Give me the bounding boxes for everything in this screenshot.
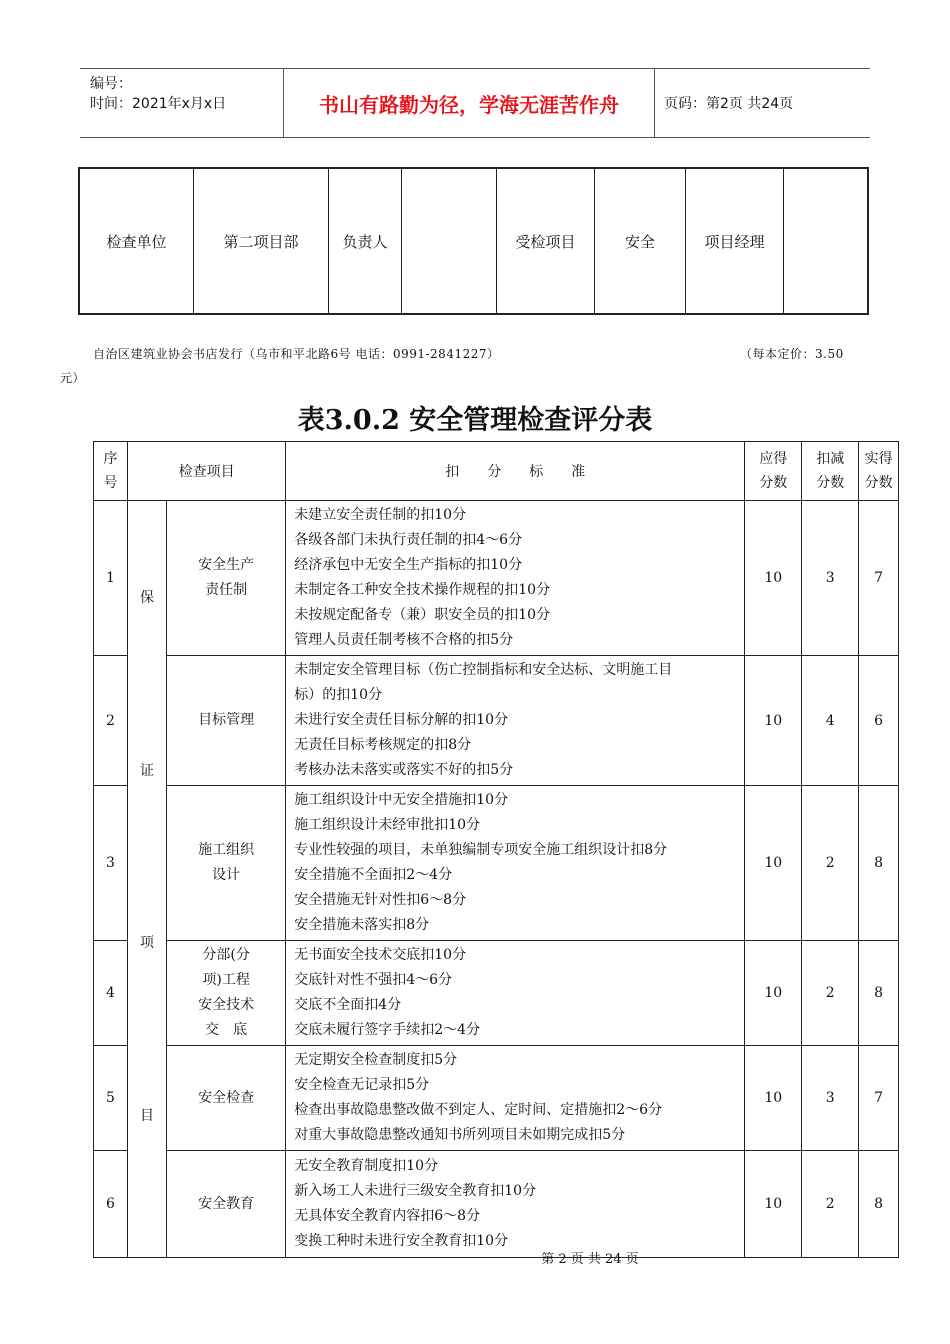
row-actual: 7 (859, 501, 899, 656)
header-actual: 实得 分数 (859, 442, 899, 501)
row-deduct: 2 (802, 1151, 859, 1258)
item-line: 目标管理 (198, 712, 255, 728)
row-actual: 6 (859, 656, 899, 786)
category-char: 目 (140, 1107, 154, 1124)
row-deduct: 2 (802, 941, 859, 1046)
row-standards (286, 501, 745, 656)
price-unit: 元） (60, 371, 86, 385)
row-deduct: 2 (802, 786, 859, 941)
row-due: 10 (745, 1046, 802, 1151)
header-standard: 扣 分 标 准 (286, 442, 745, 501)
item-line: 安全生产 (198, 557, 255, 573)
row-item (167, 656, 286, 786)
standard-line: 无安全教育制度扣10分 (294, 1158, 439, 1174)
row-due: 10 (745, 941, 802, 1046)
row-due: 10 (745, 501, 802, 656)
row-item (167, 1151, 286, 1258)
item-line: 分部(分 (202, 947, 250, 963)
info-cell (784, 168, 869, 314)
standard-line: 标）的扣10分 (294, 687, 383, 703)
row-standards (286, 1151, 745, 1258)
standard-line: 经济承包中无安全生产指标的扣10分 (294, 557, 523, 573)
item-line: 责任制 (205, 582, 248, 598)
standard-line: 施工组织设计未经审批扣10分 (294, 817, 481, 833)
table-row (94, 786, 899, 941)
item-line: 施工组织 (198, 842, 255, 858)
item-line: 项)工程 (202, 972, 250, 988)
item-line: 安全教育 (198, 1195, 255, 1212)
row-deduct: 3 (802, 501, 859, 656)
row-seq: 4 (94, 941, 128, 1046)
standard-line: 安全措施无针对性扣6～8分 (294, 892, 467, 908)
standard-line: 交底针对性不强扣4～6分 (294, 972, 453, 988)
header-page-info: 页码：第2页 共24页 (664, 96, 794, 112)
row-due: 10 (745, 656, 802, 786)
category-char: 项 (140, 935, 154, 952)
item-line: 交 底 (205, 1022, 248, 1038)
row-actual: 8 (859, 786, 899, 941)
row-deduct: 4 (802, 656, 859, 786)
info-cell: 检查单位 (79, 168, 194, 314)
page-footer: 第 2 页 共 24 页 (541, 1252, 639, 1267)
header-deduct: 扣减 分数 (802, 442, 859, 501)
standard-line: 交底不全面扣4分 (294, 997, 402, 1013)
safety-score-table (93, 441, 899, 1258)
inspection-info-table (78, 167, 869, 315)
row-item (167, 786, 286, 941)
category-char: 保 (140, 590, 154, 607)
category-cell (128, 501, 167, 1258)
standard-line: 未建立安全责任制的扣10分 (294, 507, 467, 523)
standard-line: 无责任目标考核规定的扣8分 (294, 737, 472, 753)
row-seq: 1 (94, 501, 128, 656)
standard-line: 无书面安全技术交底扣10分 (294, 947, 467, 963)
header-due: 应得 分数 (745, 442, 802, 501)
standard-line: 新入场工人未进行三级安全教育扣10分 (294, 1183, 537, 1199)
time-label: 时间：2021年x月x日 (90, 96, 227, 112)
standard-line: 无具体安全教育内容扣6～8分 (294, 1208, 481, 1224)
row-seq: 6 (94, 1151, 128, 1258)
standard-line: 安全检查无记录扣5分 (294, 1077, 430, 1093)
row-actual: 8 (859, 941, 899, 1046)
standard-line: 检查出事故隐患整改做不到定人、定时间、定措施扣2～6分 (294, 1102, 663, 1118)
info-cell: 第二项目部 (194, 168, 329, 314)
info-cell: 项目经理 (686, 168, 784, 314)
row-due: 10 (745, 786, 802, 941)
standard-line: 无定期安全检查制度扣5分 (294, 1052, 458, 1068)
info-cell: 负责人 (329, 168, 402, 314)
category-char: 证 (140, 762, 154, 779)
row-seq: 5 (94, 1046, 128, 1151)
header-motto: 书山有路勤为径，学海无涯苦作舟 (283, 69, 655, 137)
standard-line: 管理人员责任制考核不合格的扣5分 (294, 632, 514, 648)
standard-line: 未制定安全管理目标（伤亡控制指标和安全达标、文明施工目 (294, 662, 673, 678)
table-row (94, 1046, 899, 1151)
row-standards (286, 786, 745, 941)
standard-line: 安全措施不全面扣2～4分 (294, 867, 453, 883)
table-row (94, 501, 899, 656)
standard-line: 各级各部门未执行责任制的扣4～6分 (294, 532, 523, 548)
row-actual: 8 (859, 1151, 899, 1258)
standard-line: 未按规定配备专（兼）职安全员的扣10分 (294, 607, 551, 623)
row-standards (286, 1046, 745, 1151)
standard-line: 专业性较强的项目，未单独编制专项安全施工组织设计扣8分 (294, 842, 668, 858)
header-meta (80, 69, 283, 137)
item-line: 安全技术 (198, 997, 255, 1013)
table-row (94, 656, 899, 786)
row-actual: 7 (859, 1046, 899, 1151)
row-seq: 3 (94, 786, 128, 941)
code-label: 编号： (90, 76, 132, 92)
table-row (94, 941, 899, 1046)
row-item (167, 1046, 286, 1151)
row-item (167, 941, 286, 1046)
info-cell: 受检项目 (497, 168, 595, 314)
row-deduct: 3 (802, 1046, 859, 1151)
standard-line: 考核办法未落实或落实不好的扣5分 (294, 762, 514, 778)
row-standards (286, 656, 745, 786)
item-line: 设计 (212, 867, 241, 883)
row-seq: 2 (94, 656, 128, 786)
price-note: （每本定价：3.50 (740, 347, 844, 361)
standard-line: 安全措施未落实扣8分 (294, 917, 430, 933)
row-standards (286, 941, 745, 1046)
standard-line: 未进行安全责任目标分解的扣10分 (294, 712, 509, 728)
row-due: 10 (745, 1151, 802, 1258)
info-cell (402, 168, 497, 314)
header-item: 检查项目 (128, 442, 286, 501)
standard-line: 变换工种时未进行安全教育扣10分 (294, 1233, 509, 1249)
standard-line: 施工组织设计中无安全措施扣10分 (294, 792, 509, 808)
row-item (167, 501, 286, 656)
standard-line: 对重大事故隐患整改通知书所列项目未如期完成扣5分 (294, 1127, 626, 1143)
table-row (94, 1151, 899, 1258)
standard-line: 交底未履行签字手续扣2～4分 (294, 1022, 481, 1038)
page-header (80, 68, 870, 138)
publisher-line: 自治区建筑业协会书店发行（乌市和平北路6号 电话：0991-2841227） (93, 347, 500, 361)
item-line: 安全检查 (198, 1089, 255, 1106)
info-cell: 安全 (595, 168, 686, 314)
standard-line: 未制定各工种安全技术操作规程的扣10分 (294, 582, 551, 598)
table-header-row (94, 442, 899, 501)
header-seq: 序 号 (94, 442, 128, 501)
table-title: 表3.0.2 安全管理检查评分表 (297, 405, 653, 436)
